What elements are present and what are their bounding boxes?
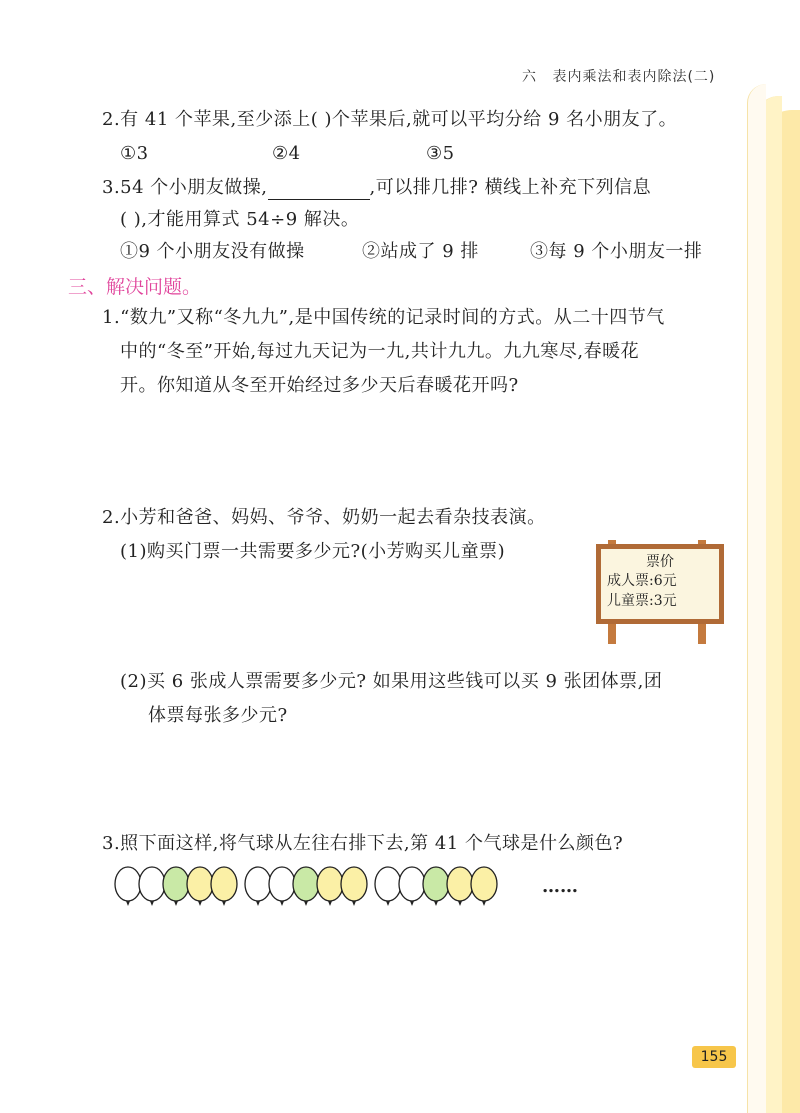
balloon-knot	[328, 901, 332, 906]
header-section: 六	[522, 69, 537, 85]
balloon-knot	[386, 901, 390, 906]
balloon-knot	[352, 901, 356, 906]
sign-board	[596, 544, 724, 624]
green-balloon	[293, 867, 319, 901]
problem-2-intro: 2.小芳和爸爸、妈妈、爷爷、奶奶一起去看杂技表演。	[102, 507, 546, 528]
answer-blank[interactable]	[268, 181, 370, 200]
white-balloon	[399, 867, 425, 901]
sign-adult-price: 成人票:6元	[607, 573, 677, 589]
balloon-knot	[150, 901, 154, 906]
section-title: 三、解决问题。	[68, 276, 202, 298]
q2-option-1: ①3	[120, 143, 149, 164]
question-2-text: 2.有 41 个苹果,至少添上( )个苹果后,就可以平均分给 9 名小朋友了。	[102, 109, 678, 130]
balloon-knot	[174, 901, 178, 906]
q3-option-2: ②站成了 9 排	[362, 241, 479, 262]
balloon-knot	[434, 901, 438, 906]
balloon-ellipsis: ……	[542, 876, 578, 897]
green-balloon	[163, 867, 189, 901]
q3-option-1: ①9 个小朋友没有做操	[120, 241, 305, 262]
q3-text-end: ,可以排几排? 横线上补充下列信息	[369, 177, 652, 198]
balloon-knot	[458, 901, 462, 906]
problem-2-sub-2-line-1: (2)买 6 张成人票需要多少元? 如果用这些钱可以买 9 张团体票,团	[120, 671, 663, 692]
problem-2-sub-2-line-2: 体票每张多少元?	[148, 705, 288, 726]
problem-1-line-2: 中的“冬至”开始,每过九天记为一九,共计九九。九九寒尽,春暖花	[120, 341, 640, 362]
question-3-line-2: ( ),才能用算式 54÷9 解决。	[120, 209, 360, 230]
yellow-balloon	[211, 867, 237, 901]
q2-option-3: ③5	[426, 143, 455, 164]
white-balloon	[269, 867, 295, 901]
ticket-price-sign	[590, 540, 726, 644]
problem-3-text: 3.照下面这样,将气球从左往右排下去,第 41 个气球是什么颜色?	[102, 833, 624, 854]
balloon-knot	[256, 901, 260, 906]
q3-option-3: ③每 9 个小朋友一排	[530, 241, 703, 262]
problem-2-sub-1: (1)购买门票一共需要多少元?(小芳购买儿童票)	[120, 541, 506, 562]
yellow-balloon	[471, 867, 497, 901]
balloon-knot	[304, 901, 308, 906]
balloon-knot	[126, 901, 130, 906]
running-header	[522, 66, 715, 86]
page-number: 155	[692, 1046, 736, 1068]
balloon-knot	[280, 901, 284, 906]
balloon-row	[114, 862, 594, 912]
balloon-knot	[410, 901, 414, 906]
question-3-line-1	[102, 176, 651, 200]
page-edge-decoration	[747, 84, 766, 1113]
yellow-balloon	[317, 867, 343, 901]
white-balloon	[139, 867, 165, 901]
problem-1-line-1: 1.“数九”又称“冬九九”,是中国传统的记录时间的方式。从二十四节气	[102, 307, 665, 328]
sign-child-price: 儿童票:3元	[607, 593, 677, 609]
header-title: 表内乘法和表内除法(二)	[552, 69, 716, 85]
yellow-balloon	[447, 867, 473, 901]
q3-text-start: 3.54 个小朋友做操,	[102, 177, 268, 198]
q2-option-2: ②4	[272, 143, 301, 164]
yellow-balloon	[341, 867, 367, 901]
problem-1-line-3: 开。你知道从冬至开始经过多少天后春暖花开吗?	[120, 375, 519, 396]
white-balloon	[245, 867, 271, 901]
balloon-knot	[222, 901, 226, 906]
sign-title: 票价	[646, 554, 674, 570]
green-balloon	[423, 867, 449, 901]
balloon-knot	[482, 901, 486, 906]
white-balloon	[375, 867, 401, 901]
balloon-knot	[198, 901, 202, 906]
white-balloon	[115, 867, 141, 901]
yellow-balloon	[187, 867, 213, 901]
